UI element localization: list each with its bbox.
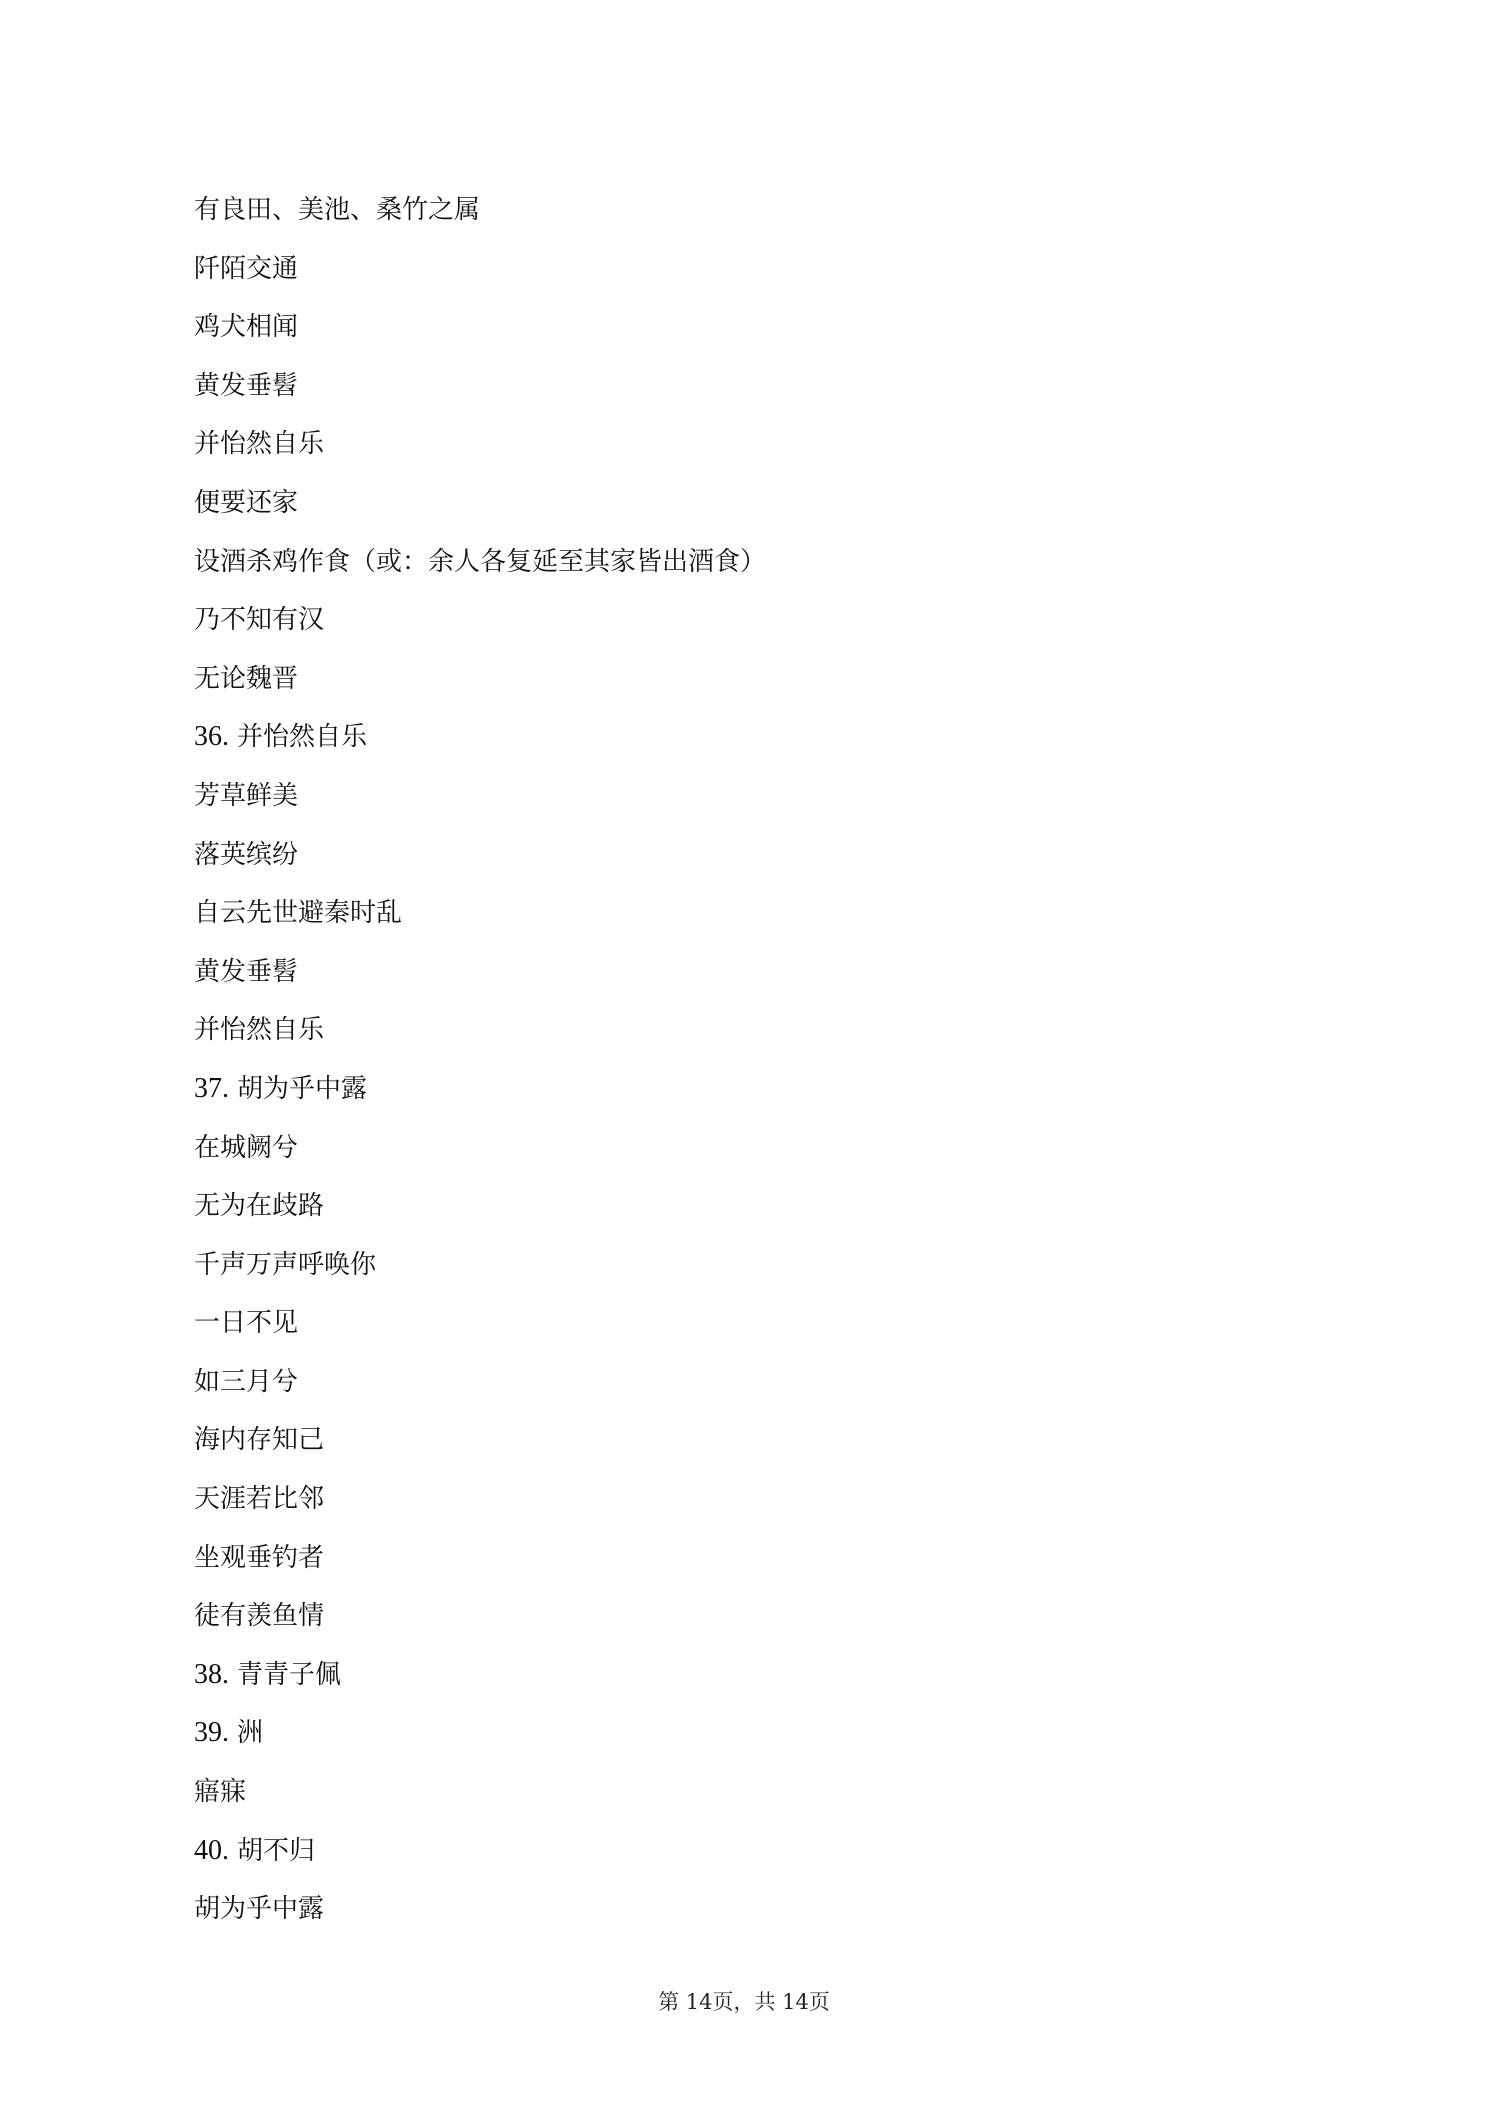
line-text: 在城阙兮	[194, 1132, 299, 1163]
line-text: 便要还家	[194, 487, 299, 518]
answer-line	[194, 1594, 1294, 1653]
answer-line	[194, 247, 1294, 306]
line-text: 阡陌交通	[194, 253, 299, 284]
line-text: 青青子佩	[237, 1659, 342, 1690]
answer-line	[194, 364, 1294, 423]
answer-line	[194, 540, 1294, 599]
answer-line	[194, 1711, 1294, 1770]
question-number: 36.	[194, 721, 229, 753]
line-text: 并怡然自乐	[194, 429, 325, 460]
line-text: 胡为乎中露	[194, 1894, 325, 1925]
answer-line	[194, 598, 1294, 657]
answer-line	[194, 1184, 1294, 1243]
line-text: 并怡然自乐	[237, 722, 368, 753]
line-text: 洲	[237, 1718, 264, 1749]
line-text: 鸡犬相闻	[194, 312, 299, 343]
line-text: 有良田、美池、桑竹之属	[194, 195, 481, 225]
answer-line	[194, 305, 1294, 364]
line-text: 黄发垂髫	[194, 956, 299, 987]
answer-line	[194, 481, 1294, 540]
answer-line	[194, 715, 1294, 774]
question-number: 38.	[194, 1658, 229, 1690]
line-text: 一日不见	[194, 1308, 299, 1339]
answer-line	[194, 1243, 1294, 1302]
answer-line	[194, 1126, 1294, 1185]
line-text: 无论魏晋	[194, 663, 299, 694]
answer-line	[194, 422, 1294, 481]
answer-lines	[194, 188, 1294, 1946]
answer-line	[194, 1829, 1294, 1888]
page-footer	[0, 1986, 1488, 2016]
answer-line	[194, 1887, 1294, 1946]
answer-line	[194, 1008, 1294, 1067]
line-text: 自云先世避秦时乱	[194, 898, 403, 929]
line-text: 无为在歧路	[194, 1191, 325, 1222]
line-text: 坐观垂钓者	[194, 1542, 325, 1573]
line-text: 胡不归	[237, 1835, 316, 1866]
question-number: 37.	[194, 1072, 229, 1104]
line-text: 千声万声呼唤你	[194, 1249, 377, 1280]
answer-line	[194, 188, 1294, 247]
line-text: 黄发垂髫	[194, 370, 299, 401]
line-text: 落英缤纷	[194, 839, 299, 870]
question-number: 40.	[194, 1834, 229, 1866]
answer-line	[194, 1067, 1294, 1126]
line-text: 海内存知己	[194, 1425, 325, 1456]
answer-line	[194, 1301, 1294, 1360]
page-number-label: 第 14页，共 14页	[658, 1990, 830, 2014]
answer-line	[194, 774, 1294, 833]
question-number: 39.	[194, 1717, 229, 1749]
answer-line	[194, 1477, 1294, 1536]
answer-line	[194, 1418, 1294, 1477]
line-text: 胡为乎中露	[237, 1073, 368, 1104]
answer-line	[194, 891, 1294, 950]
answer-line	[194, 1360, 1294, 1419]
answer-line	[194, 833, 1294, 892]
line-text: 天涯若比邻	[194, 1484, 325, 1515]
line-text: 芳草鲜美	[194, 780, 299, 811]
line-text: 寤寐	[194, 1777, 247, 1808]
line-text: 乃不知有汉	[194, 605, 325, 636]
answer-line	[194, 1770, 1294, 1829]
answer-line	[194, 657, 1294, 716]
line-text: 并怡然自乐	[194, 1015, 325, 1046]
answer-line	[194, 1536, 1294, 1595]
line-text: 设酒杀鸡作食（或：余人各复延至其家皆出酒食）	[194, 546, 767, 577]
line-text: 徒有羡鱼情	[194, 1601, 325, 1632]
answer-line	[194, 1653, 1294, 1712]
answer-line	[194, 950, 1294, 1009]
line-text: 如三月兮	[194, 1366, 299, 1397]
